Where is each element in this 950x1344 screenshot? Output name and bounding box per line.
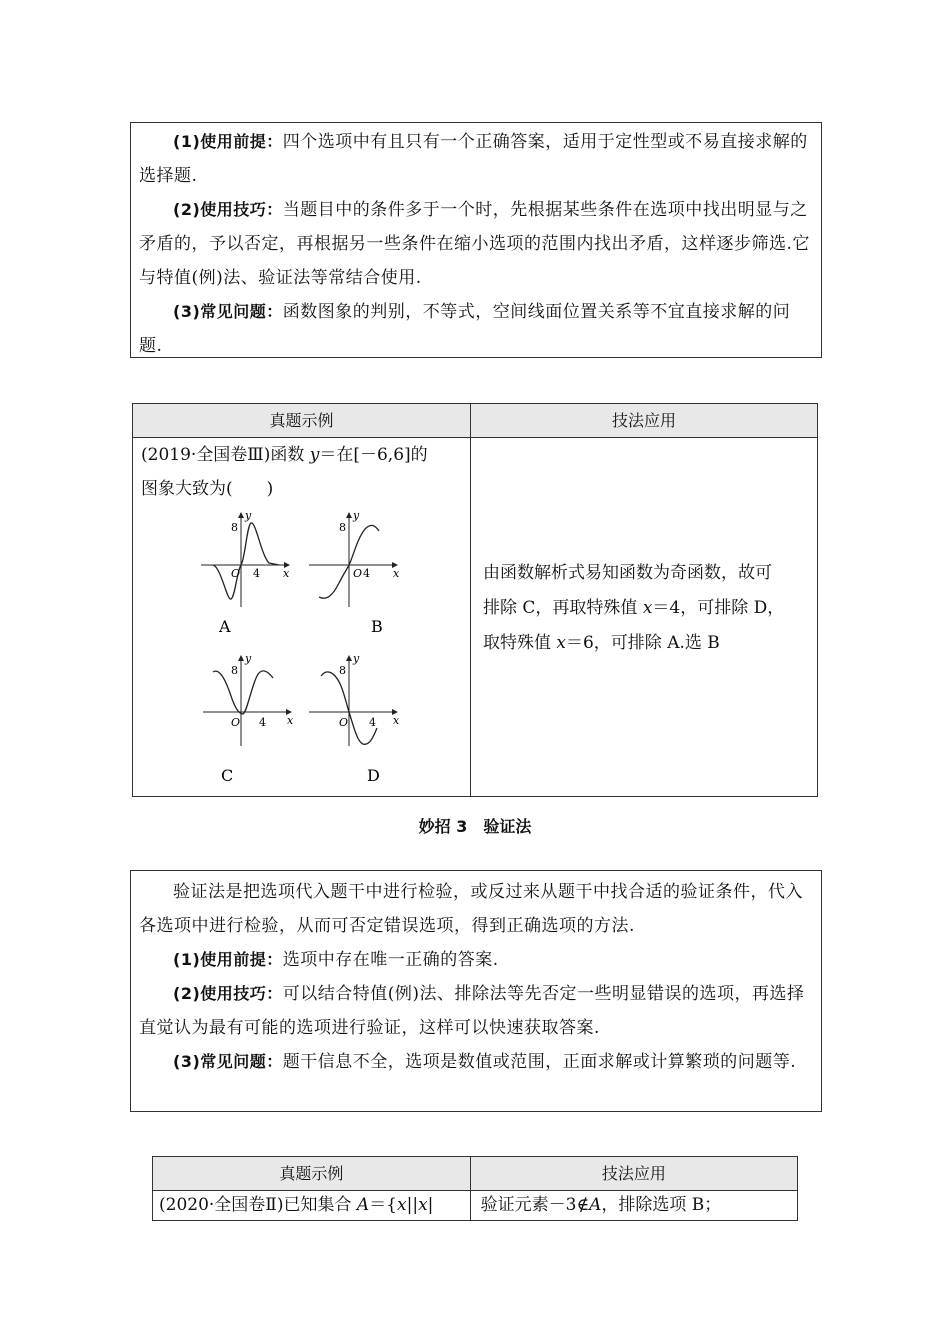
option-b-label: B xyxy=(371,617,383,636)
verification-intro: 验证法是把选项代入题干中进行检验，或反过来从题干中找合适的验证条件，代入各选项中进行检验，从而可否定错误选项，得到正确选项的方法. xyxy=(139,882,803,936)
graph-b-y-label: y xyxy=(353,509,360,522)
graph-a-eight: 8 xyxy=(231,521,238,534)
v-premise-label: (1)使用前提： xyxy=(173,950,283,969)
graph-c xyxy=(203,652,294,746)
question-cell xyxy=(133,438,471,797)
graph-a xyxy=(201,509,290,607)
graph-a-x-label: x xyxy=(283,567,290,580)
premise-label: (1)使用前提： xyxy=(173,132,283,151)
graph-b-x-label: x xyxy=(393,567,400,580)
answer-line-2: 排除 C，再取特殊值 x＝4，可排除 D， xyxy=(482,598,785,618)
common-problems-text: 函数图象的判别，不等式，空间线面位置关系等不宜直接求解的问题. xyxy=(139,302,791,356)
technique-label: (2)使用技巧： xyxy=(173,200,283,219)
graph-d-y-label: y xyxy=(353,652,360,665)
graph-d xyxy=(309,652,400,746)
option-d-label: D xyxy=(367,766,380,785)
question-line-1: (2019·全国卷Ⅲ)函数 y＝在[－6,6]的 xyxy=(141,445,428,465)
graph-c-x-label: x xyxy=(287,714,294,727)
premise-text: 四个选项中有且只有一个正确答案，适用于定性型或不易直接求解的选择题. xyxy=(139,132,808,186)
v-common-problems-text: 题干信息不全，选项是数值或范围，正面求解或计算繁琐的问题等. xyxy=(282,1052,797,1072)
graph-a-four: 4 xyxy=(253,567,260,580)
graph-c-y-label: y xyxy=(245,652,252,665)
v-technique-text: 可以结合特值(例)法、排除法等先否定一些明显错误的选项，再选择直觉认为最有可能的选项进行验证，这样可以快速获取答案. xyxy=(139,984,805,1038)
graph-d-origin: O xyxy=(339,716,349,729)
exclusion-method-box xyxy=(130,122,822,358)
graph-d-x-label: x xyxy=(393,714,400,727)
header-application: 技法应用 xyxy=(470,404,817,438)
answer-line-3: 取特殊值 x＝6，可排除 A.选 B xyxy=(482,633,720,653)
graph-b-origin: O xyxy=(353,567,363,580)
example-table-2 xyxy=(152,1156,798,1221)
v-premise-text: 选项中存在唯一正确的答案. xyxy=(282,950,499,970)
graph-c-four: 4 xyxy=(259,716,266,729)
v-technique-paragraph xyxy=(139,977,813,1045)
v-common-problems-label: (3)常见问题： xyxy=(173,1052,283,1071)
graph-c-origin: O xyxy=(231,716,241,729)
v-technique-label: (2)使用技巧： xyxy=(173,984,283,1003)
question-line-2: 图象大致为( ) xyxy=(141,479,274,499)
graph-b-four: 4 xyxy=(363,567,370,580)
graph-d-eight: 8 xyxy=(339,664,346,677)
t2-header-application: 技法应用 xyxy=(470,1157,797,1191)
common-problems-paragraph xyxy=(139,295,813,363)
graph-a-origin: O xyxy=(231,567,241,580)
option-a-label: A xyxy=(219,617,231,636)
v-common-problems-paragraph xyxy=(139,1045,813,1079)
graph-c-eight: 8 xyxy=(231,664,238,677)
t2-answer-cell: 验证元素－3∉A，排除选项 B； xyxy=(470,1191,797,1221)
graph-d-four: 4 xyxy=(369,716,376,729)
header-example: 真题示例 xyxy=(133,404,471,438)
verification-method-box xyxy=(130,870,822,1112)
option-graphs xyxy=(133,506,463,796)
technique-paragraph xyxy=(139,193,813,295)
section-heading: 妙招 3 验证法 xyxy=(418,817,532,836)
common-problems-label: (3)常见问题： xyxy=(173,302,283,321)
v-premise-paragraph xyxy=(139,943,813,977)
graph-b-eight: 8 xyxy=(339,521,346,534)
graph-a-y-label: y xyxy=(245,509,252,522)
answer-cell xyxy=(470,438,817,797)
t2-header-example: 真题示例 xyxy=(153,1157,471,1191)
example-table-1 xyxy=(132,403,818,797)
premise-paragraph xyxy=(139,125,813,193)
t2-question-cell: (2020·全国卷Ⅱ)已知集合 A＝{x||x| xyxy=(153,1191,471,1221)
option-c-label: C xyxy=(221,766,234,785)
answer-line-1: 由函数解析式易知函数为奇函数，故可 xyxy=(482,563,772,583)
technique-text: 当题目中的条件多于一个时，先根据某些条件在选项中找出明显与之矛盾的，予以否定，再根据另一些条件在缩小选项的范围内找出矛盾，这样逐步筛选.它与特值(例)法、验证法等常结合使用. xyxy=(139,200,810,288)
graph-b xyxy=(309,509,400,607)
